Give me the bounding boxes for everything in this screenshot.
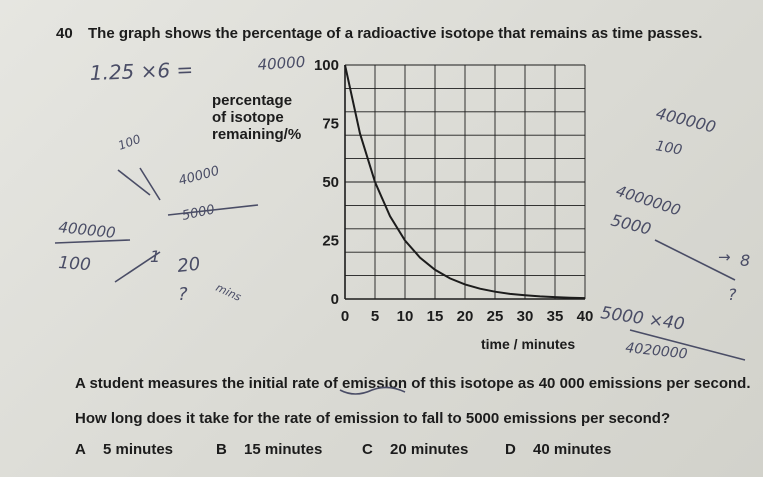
y-tick-label: 75 — [322, 115, 339, 133]
note-text: 400000 — [654, 103, 718, 137]
x-tick-label: 35 — [546, 308, 564, 325]
note-text: 40000 — [257, 52, 306, 74]
note-text: 400000 — [57, 218, 117, 242]
x-tick-label: 30 — [516, 308, 534, 325]
note-text: 20 — [176, 253, 202, 277]
x-tick-label: 40 — [576, 308, 594, 325]
y-tick-label: 50 — [322, 174, 339, 191]
pencil-stroke — [115, 252, 160, 282]
note-text: 4000000 — [613, 181, 683, 220]
option-letter: C — [362, 441, 373, 458]
note-text: 4020000 — [624, 340, 689, 363]
question-info-line: A student measures the initial rate of emission of this isotope as 40 000 emissions per second. — [75, 375, 751, 392]
pencil-stroke — [118, 170, 150, 195]
x-axis-label: time / minutes — [481, 336, 576, 352]
note-text: 8 — [740, 251, 751, 270]
y-tick-label: 25 — [322, 232, 339, 250]
option-letter: D — [505, 441, 516, 458]
y-axis-label-line: percentage — [212, 92, 293, 109]
note-text: 100 — [654, 138, 684, 159]
question-number: 40 — [56, 25, 73, 42]
y-axis-label-line: remaining/% — [212, 126, 302, 143]
y-tick-label: 100 — [313, 57, 339, 74]
x-tick-label: 0 — [340, 308, 350, 325]
pencil-stroke — [55, 240, 130, 243]
note-text: 1.25 ×6 = — [89, 57, 194, 85]
note-text: → — [718, 248, 731, 266]
pencil-stroke — [340, 387, 405, 394]
option-text: 20 minutes — [390, 441, 469, 458]
question-stem: The graph shows the percentage of a radioactive isotope that remains as time passes. — [88, 25, 703, 42]
note-text: 40000 — [177, 163, 221, 189]
note-text: ? — [178, 284, 188, 305]
pencil-stroke — [140, 168, 160, 200]
x-tick-label: 5 — [370, 308, 380, 325]
y-axis-label-line: of isotope — [212, 109, 284, 126]
note-text: mins — [213, 280, 244, 304]
note-text: 5000 ×40 — [599, 303, 686, 335]
option-letter: B — [216, 441, 227, 458]
note-text: 1 — [150, 247, 161, 266]
x-tick-label: 20 — [456, 308, 474, 325]
x-tick-label: 25 — [486, 308, 504, 325]
y-tick-label: 0 — [330, 291, 339, 308]
note-text: 5000 — [180, 202, 217, 224]
option-text: 40 minutes — [533, 441, 612, 458]
note-text: 100 — [116, 131, 143, 153]
note-text: ? — [728, 285, 737, 304]
question-prompt-line: How long does it take for the rate of emission to fall to 5000 emissions per second? — [75, 410, 671, 427]
option-text: 15 minutes — [244, 441, 323, 458]
x-tick-label: 15 — [426, 308, 444, 325]
note-text: 5000 — [609, 210, 654, 239]
x-tick-label: 10 — [396, 308, 414, 325]
option-letter: A — [75, 441, 86, 458]
note-text: 100 — [57, 253, 92, 276]
option-text: 5 minutes — [103, 441, 174, 458]
